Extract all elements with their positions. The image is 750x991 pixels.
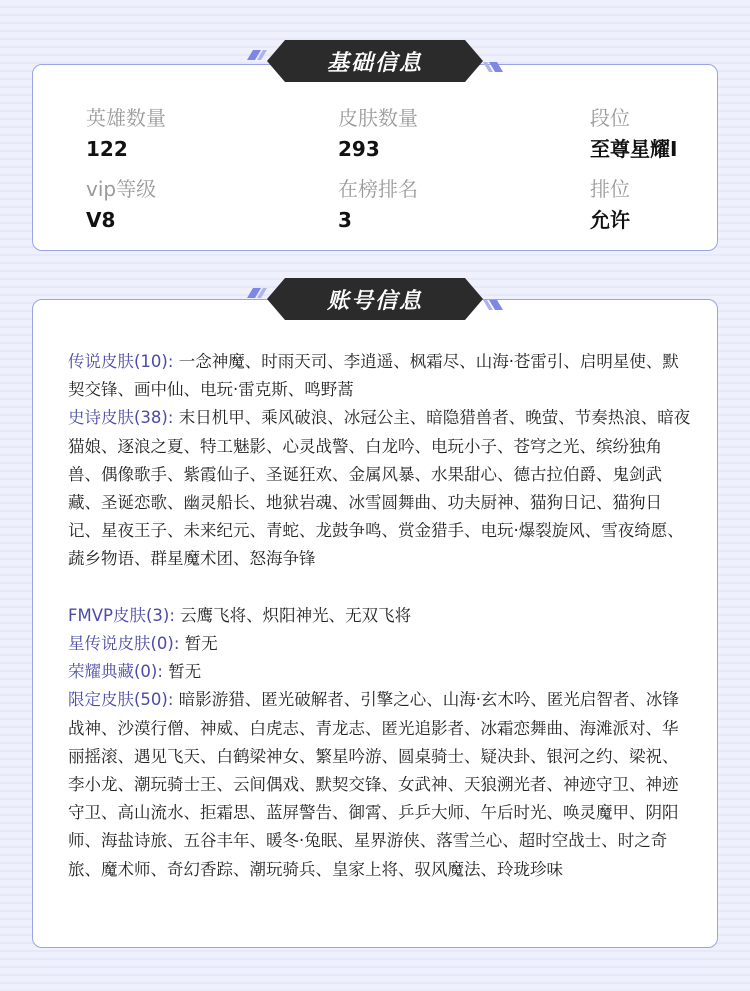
account-info-title-banner (245, 276, 505, 322)
basic-info-title-banner (245, 38, 505, 84)
fmvp-skins-items: 云鹰飞将、炽阳神光、无双飞将 (180, 605, 412, 625)
hero-count-cell (86, 104, 166, 163)
epic-skins-items: 末日机甲、乘风破浪、冰冠公主、暗隐猎兽者、晚萤、节奏热浪、暗夜猫娘、逐浪之夏、特工魅影、心灵战警、白龙吟、电玩小子、苍穹之光、缤纷独角兽、偶像歌手、紫霞仙子、圣诞狂欢、金属风暴、水果甜心、德古拉伯爵、鬼剑武藏、圣诞恋歌、幽灵船长、地狱岩魂、冰雪圆舞曲、功夫厨神、猫狗日记、猫狗日记、星夜王子、未来纪元、青蛇、龙鼓争鸣、赏金猎手、电玩·爆裂旋风、雪夜绮愿、蔬乡物语、群星魔术团、怒海争锋 (68, 408, 691, 569)
hero-count-label: 英雄数量 (86, 106, 166, 130)
spacer (68, 574, 694, 602)
ranking-cell (590, 175, 630, 234)
skin-count-label: 皮肤数量 (338, 106, 418, 130)
fmvp-skins (68, 602, 694, 630)
glory-collection-label: 荣耀典藏(0): (68, 662, 163, 682)
legend-skins-items: 一念神魔、时雨天司、李逍遥、枫霜尽、山海·苍雷引、启明星使、默契交锋、画中仙、电玩·雷克斯、鸣野蒿 (68, 352, 679, 400)
legend-skins-label: 传说皮肤(10): (68, 352, 174, 371)
epic-skins-label: 史诗皮肤(38): (68, 408, 174, 428)
basic-info-title: 基础信息 (326, 50, 423, 76)
epic-skins (68, 404, 694, 573)
legend-skins (68, 348, 694, 404)
limited-skins (68, 686, 694, 883)
glory-collection (68, 658, 694, 686)
rank-value: 至尊星耀I (590, 137, 678, 161)
ranking-label: 排位 (590, 177, 630, 201)
glory-collection-items: 暂无 (168, 662, 202, 682)
vip-value: V8 (86, 208, 116, 232)
rank-label: 段位 (590, 106, 630, 130)
hero-count-value: 122 (86, 137, 128, 161)
fmvp-skins-label: FMVP皮肤(3): (68, 605, 175, 625)
limited-skins-label: 限定皮肤(50): (68, 690, 174, 710)
board-rank-label: 在榜排名 (338, 177, 418, 201)
vip-label: vip等级 (86, 177, 157, 201)
limited-skins-items: 暗影游猎、匿光破解者、引擎之心、山海·玄木吟、匿光启智者、冰锋战神、沙漠行僧、神威、白虎志、青龙志、匿光追影者、冰霜恋舞曲、海滩派对、华丽摇滚、遇见飞天、白鹤梁神女、繁星吟游、圆桌骑士、疑决卦、银河之约、梁祝、李小龙、潮玩骑士王、云间偶戏、默契交锋、女武神、天狼溯光者、神迹守卫、神迹守卫、高山流水、拒霜思、蓝屏警告、御霄、乒乒大师、午后时光、唤灵魔甲、阴阳师、海盐诗旅、五谷丰年、暖冬·兔眠、星界游侠、落雪兰心、超时空战士、时之奇旅、魔术师、奇幻香踪、潮玩骑兵、皇家上将、驭风魔法、玲珑珍味 (68, 690, 679, 879)
board-rank-cell (338, 175, 418, 234)
rank-cell (590, 104, 677, 163)
board-rank-value: 3 (338, 208, 352, 232)
skin-count-cell (338, 104, 418, 163)
ranking-value: 允许 (590, 208, 630, 232)
star-legend-skins-items: 暂无 (184, 634, 218, 654)
vip-cell (86, 175, 156, 234)
account-info-title: 账号信息 (326, 288, 423, 314)
skin-list (68, 348, 694, 884)
star-legend-skins (68, 630, 694, 658)
skin-count-value: 293 (338, 137, 380, 161)
star-legend-skins-label: 星传说皮肤(0): (68, 634, 180, 654)
